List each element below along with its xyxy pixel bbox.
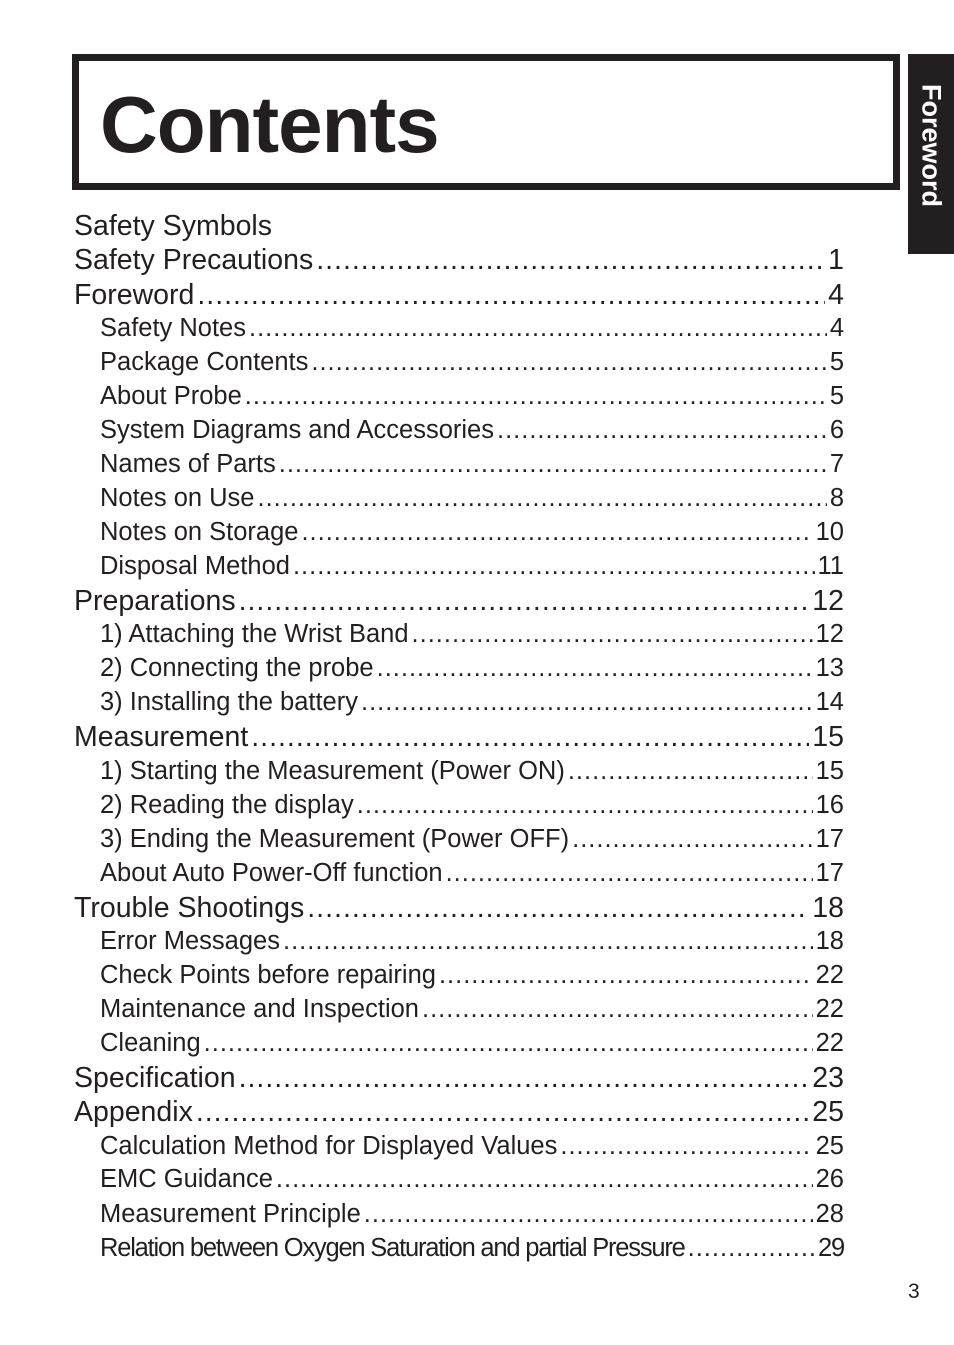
toc-entry-page: 17 xyxy=(815,825,844,853)
toc-entry-page: 28 xyxy=(815,1200,844,1228)
dot-leader xyxy=(497,416,827,445)
toc-entry[interactable] xyxy=(74,244,844,280)
dot-leader xyxy=(258,484,827,513)
toc-entry[interactable] xyxy=(74,721,844,757)
toc-subentry[interactable] xyxy=(100,961,844,993)
toc-entry-label: Names of Parts xyxy=(100,450,276,478)
toc-entry[interactable] xyxy=(74,892,844,928)
toc-subentry[interactable] xyxy=(100,1165,844,1197)
toc-entry-label: 3) Installing the battery xyxy=(100,688,358,716)
dot-leader xyxy=(568,757,813,786)
toc-entry-page: 18 xyxy=(815,927,844,955)
dot-leader xyxy=(239,585,810,618)
toc-subentry[interactable] xyxy=(100,382,844,414)
dot-leader xyxy=(357,791,813,820)
dot-leader xyxy=(251,721,809,754)
toc-entry-label: Measurement xyxy=(74,721,249,753)
toc-entry-page: 15 xyxy=(812,721,844,753)
toc-entry-page: 4 xyxy=(829,314,844,342)
toc-entry-page: 6 xyxy=(829,416,844,444)
dot-leader xyxy=(361,688,813,717)
toc-entry-label: Trouble Shootings xyxy=(74,892,305,924)
dot-leader xyxy=(204,1029,813,1058)
toc-entry[interactable] xyxy=(74,1096,844,1132)
toc-entry-label: About Auto Power-Off function xyxy=(100,859,443,887)
toc-entry-page: 14 xyxy=(815,688,844,716)
toc-subentry[interactable] xyxy=(100,995,844,1027)
toc-entry-page: 15 xyxy=(815,757,844,785)
toc-entry-page: 23 xyxy=(812,1062,844,1094)
dot-leader xyxy=(196,1096,809,1129)
toc-entry-page: 12 xyxy=(812,585,844,617)
toc-entry-label: Measurement Principle xyxy=(100,1200,361,1228)
toc-entry-label: 2) Connecting the probe xyxy=(100,654,374,682)
toc-entry-label: Notes on Storage xyxy=(100,518,299,546)
dot-leader xyxy=(239,1062,810,1095)
toc-entry-label: Safety Symbols xyxy=(74,210,272,242)
toc-entry-label: Preparations xyxy=(74,585,236,617)
toc-entry-label: 2) Reading the display xyxy=(100,791,354,819)
toc-entry-page: 25 xyxy=(812,1096,844,1128)
toc-entry-label: EMC Guidance xyxy=(100,1165,273,1193)
toc-entry-label: Cleaning xyxy=(100,1029,201,1057)
toc-entry-label: Maintenance and Inspection xyxy=(100,995,419,1023)
toc-subentry[interactable] xyxy=(100,859,844,891)
dot-leader xyxy=(412,620,813,649)
toc-entry-page: 7 xyxy=(829,450,844,478)
toc-entry-label: System Diagrams and Accessories xyxy=(100,416,494,444)
toc-entry-page: 16 xyxy=(815,791,844,819)
toc-subentry[interactable] xyxy=(100,348,844,380)
toc-entry-label: Package Contents xyxy=(100,348,309,376)
toc-entry-page: 25 xyxy=(815,1132,844,1160)
toc-entry-page: 17 xyxy=(815,859,844,887)
toc-entry-page: 4 xyxy=(828,279,844,311)
toc-entry-page: 22 xyxy=(815,1029,844,1057)
toc-entry-page: 10 xyxy=(815,518,844,546)
page-title: Contents xyxy=(100,80,439,169)
toc-entry-label: Appendix xyxy=(74,1096,193,1128)
toc-subentry[interactable] xyxy=(100,518,844,550)
section-tab-label: Foreword xyxy=(916,84,947,208)
toc-entry-label: Specification xyxy=(74,1062,236,1094)
toc-entry-label: Check Points before repairing xyxy=(100,961,436,989)
dot-leader xyxy=(283,927,813,956)
dot-leader xyxy=(197,279,825,312)
dot-leader xyxy=(560,1132,812,1161)
toc-entry-label: 3) Ending the Measurement (Power OFF) xyxy=(100,825,570,853)
toc-entry-label: Error Messages xyxy=(100,927,280,955)
toc-entry-page: 22 xyxy=(815,961,844,989)
toc-subentry[interactable] xyxy=(100,620,844,652)
toc-entry-page: 8 xyxy=(829,484,844,512)
dot-leader xyxy=(439,961,813,990)
toc-entry-label: Safety Precautions xyxy=(74,244,314,276)
dot-leader xyxy=(316,244,825,277)
toc-subentry[interactable] xyxy=(100,314,844,346)
page-number: 3 xyxy=(908,1280,920,1303)
toc-subentry[interactable] xyxy=(100,1200,844,1232)
dot-leader xyxy=(307,892,809,925)
toc-subentry[interactable] xyxy=(100,757,844,789)
toc-subentry[interactable] xyxy=(100,484,844,516)
toc-entry[interactable] xyxy=(74,210,844,246)
toc-entry-label: Safety Notes xyxy=(100,314,246,342)
dot-leader xyxy=(301,518,812,547)
dot-leader xyxy=(311,348,826,377)
toc-subentry[interactable] xyxy=(100,450,844,482)
toc-entry[interactable] xyxy=(74,279,844,315)
dot-leader xyxy=(249,314,827,343)
dot-leader xyxy=(572,825,813,854)
dot-leader xyxy=(364,1200,813,1229)
toc-subentry[interactable] xyxy=(100,1234,844,1266)
toc-entry-page: 26 xyxy=(815,1165,844,1193)
toc-entry-page: 5 xyxy=(829,382,844,410)
toc-entry-label: About Probe xyxy=(100,382,242,410)
toc-subentry[interactable] xyxy=(100,1029,844,1061)
toc-subentry[interactable] xyxy=(100,825,844,857)
toc-subentry[interactable] xyxy=(100,654,844,686)
toc-entry-page: 18 xyxy=(812,892,844,924)
toc-entry[interactable] xyxy=(74,1062,844,1098)
toc-entry-label: Relation between Oxygen Saturation and partial Pressure xyxy=(100,1234,685,1262)
dot-leader xyxy=(377,654,813,683)
toc-subentry[interactable] xyxy=(100,791,844,823)
toc-entry-page: 12 xyxy=(815,620,844,648)
toc-entry-page: 1 xyxy=(828,244,844,276)
dot-leader xyxy=(245,382,827,411)
dot-leader xyxy=(446,859,813,888)
toc-entry-label: 1) Starting the Measurement (Power ON) xyxy=(100,757,565,785)
toc-subentry[interactable] xyxy=(100,688,844,720)
toc-entry-page: 29 xyxy=(818,1234,844,1262)
toc-entry-label: Calculation Method for Displayed Values xyxy=(100,1132,558,1160)
dot-leader xyxy=(688,1234,815,1263)
dot-leader xyxy=(276,1165,813,1194)
toc-entry-label: 1) Attaching the Wrist Band xyxy=(100,620,409,648)
toc-entry-page: 22 xyxy=(815,995,844,1023)
dot-leader xyxy=(279,450,827,479)
toc-entry-label: Notes on Use xyxy=(100,484,255,512)
toc-entry-page: 13 xyxy=(815,654,844,682)
toc-entry-page: 11 xyxy=(817,552,844,580)
dot-leader xyxy=(422,995,813,1024)
dot-leader xyxy=(293,552,815,581)
toc-subentry[interactable] xyxy=(100,416,844,448)
toc-entry-label: Foreword xyxy=(74,279,195,311)
toc-subentry[interactable] xyxy=(100,1132,844,1164)
toc-subentry[interactable] xyxy=(100,927,844,959)
toc-entry-page: 5 xyxy=(829,348,844,376)
toc-entry[interactable] xyxy=(74,585,844,621)
toc-subentry[interactable] xyxy=(100,552,844,584)
toc-entry-label: Disposal Method xyxy=(100,552,290,580)
